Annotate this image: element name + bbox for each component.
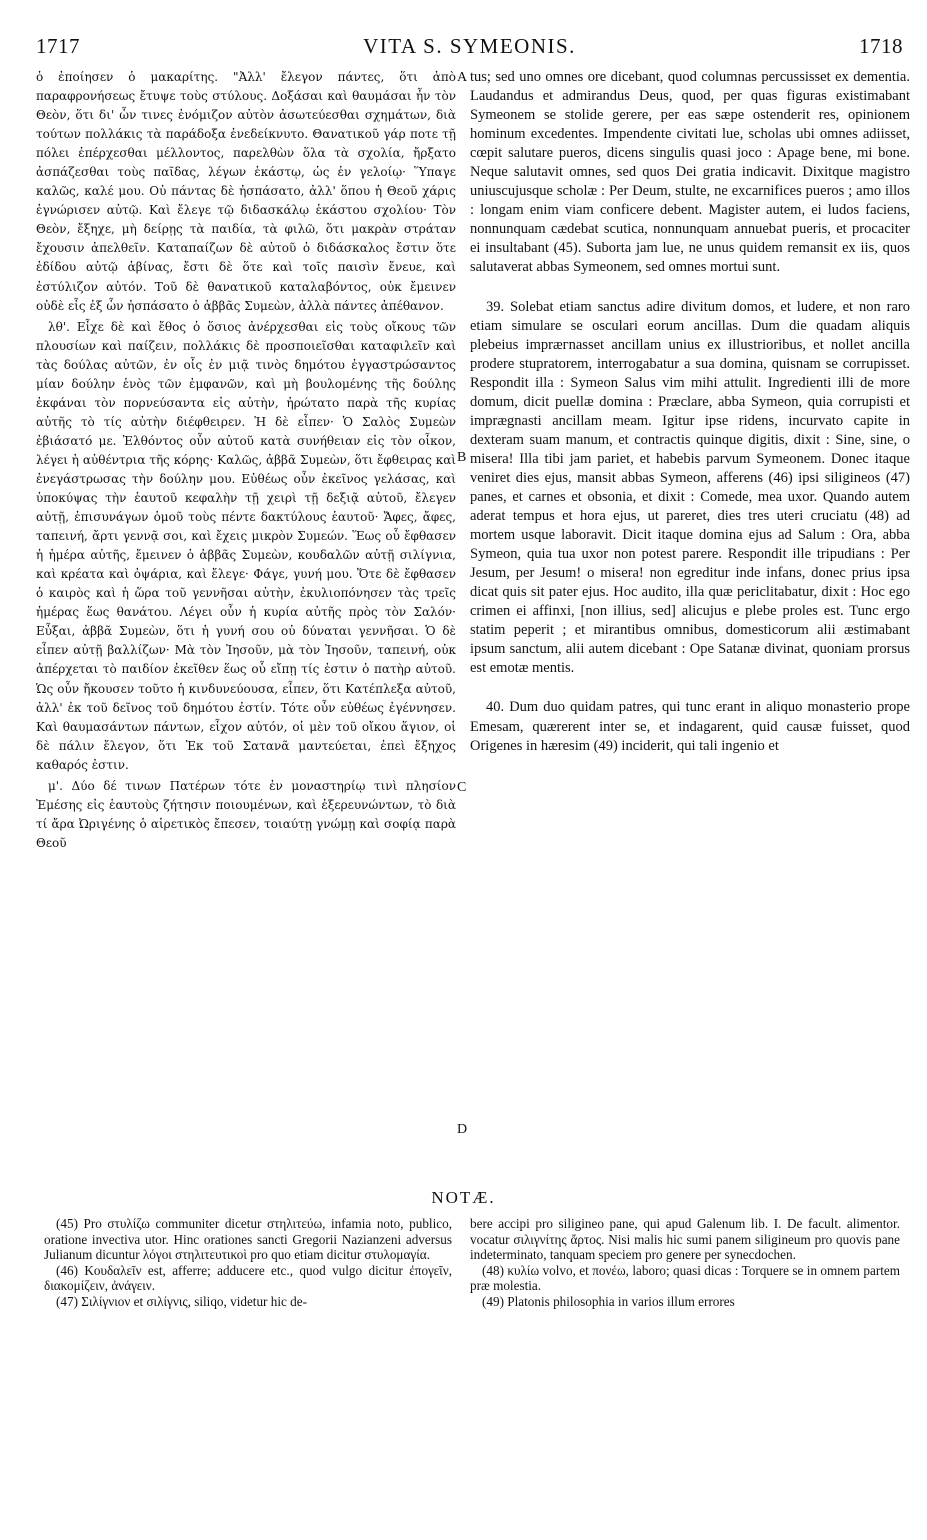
greek-column [36,68,456,853]
latin-column [470,68,910,756]
notes-heading: NOTÆ. [431,1188,496,1207]
notes-left-column [44,1216,452,1309]
right-column-number: 1718 [859,34,903,58]
note-47-continued: bere accipi pro siligineo pane, qui apud Galenum lib. I. De facult. alimentor. vocatur σιλιγνίτης ἄρτος. Nisi malis hic sumi panem siligineum pro quovis pane indeterminato, tanquam speciem pro genere per synecdochen. [470,1216,900,1262]
margin-letter-b: B [457,450,467,465]
latin-paragraph-40: 40. Dum duo quidam patres, qui tunc erant in aliquo monasterio prope Emesam, quærerent inter se, et indagarent, quid causæ fuisset, quod Origenes in hæresim (49) inciderit, qui tali ingenio et [470,699,910,754]
note-47: (47) Σιλίγνιον et σιλίγνις, siliqo, videtur hic de- [56,1293,307,1309]
latin-paragraph-1: tus; sed uno omnes ore dicebant, quod columnas percussisset ex dementia. Laudandus et admirandus Deus, quod, per quas figuras existimabant Symeonem se stolide gerere, per eas sæpe ostenderit res, opinionem hominum excedentes. Impendente civitati lue, scholas ubi omnes adiisset, cœpit salutare pueros, dicens singulis quasi joco : Apage bene, mi bone. Neque salutavit omnes, sed quos Dei gratia indicavit. Dixitque magistro uniuscujusque scholæ : Per Deum, stulte, ne excarnifices pueros ; amo illos : longam enim viam conficere debent. Magister autem, ei ludos faciens, nonnunquam cædebat scutica, nonnunquam annuebat pueris, et procaciter ei insultabant (45). Suborta jam lue, ne unus quidem remansit ex iis, quos salutaverat abbas Symeonem, sed omnes mortui sunt. [470,69,910,276]
greek-paragraph-40: μ'. Δύο δέ τινων Πατέρων τότε ἐν μοναστηρίῳ τινὶ πλησίον Ἐμέσης εἰς ἑαυτοὺς ζήτησιν ποιουμένων, καὶ ἐξερευνώντων, τὸ διὰ τί ἄρα Ὠριγένης ὁ αἱρετικὸς ἔπεσεν, τοιαύτῃ γνώμῃ καὶ σοφίᾳ παρὰ Θεοῦ [36,778,456,850]
left-column-number: 1717 [36,34,80,58]
notes-right-column [470,1216,900,1309]
running-header [36,34,903,64]
greek-paragraph-39: λθ'. Εἶχε δὲ καὶ ἔθος ὁ ὅσιος ἀνέρχεσθαι εἰς τοὺς οἴκους τῶν πλουσίων καὶ παίζειν, πολλάκις δὲ προσποιεῖσθαι καταφιλεῖν καὶ τὰς δούλας αὐτῶν, ἐν οἷς ἐν μιᾷ τινὸς δημότου ἐγγαστρώσαντος μίαν δούλην ἑνὸς τῶν ἐμφανῶν, καὶ μὴ βουλομένης τῆς δούλης ἐκφάναι τὸν πορνεύσαντα εἰς αὐτὴν, ἠρώτατο παρὰ τῆς κυρίας αὐτῆς τὸ τίς αὐτὴν διέφθειρεν. Ἡ δὲ εἶπεν· Ὁ Σαλὸς Συμεὼν ἐβιάσατό με. Ἐλθόντος οὖν αὐτοῦ κατὰ συνήθειαν εἰς τὸν οἶκον, λέγει ἡ αὐθέντρια τῆς κόρης· Καλῶς, ἀββᾶ Συμεὼν, ὅτι ἔφθειρας καὶ ἐνεγάστρωσας τὴν δούλην μου. Εὐθέως οὖν ἐκεῖνος γελάσας, καὶ ὑποκύψας τὴν ἑαυτοῦ κεφαλὴν τῇ χειρὶ τῇ δεξιᾷ αὐτοῦ, ἔλεγεν αὐτῇ, ἐπισυνάγων ὁμοῦ τοὺς πέντε δακτύλους ἑαυτοῦ· Ἄφες, ἄφες, ταπεινή, ἄρτι γεννᾷ σοι, καὶ ἔχεις μικρὸν Συμεών. Ἕως οὗ ἔφθασεν ἡ ἡμέρα αὐτῆς, ἔμεινεν ὁ ἀββᾶς Συμεὼν, κουδαλῶν αὐτῇ σιλίγνια, καὶ κρέατα καὶ ὀψάρια, καὶ ἔλεγε· Φάγε, γυνή μου. Ὅτε δὲ ἔφθασεν ὁ καιρὸς καὶ ἡ ὥρα τοῦ γεννῆσαι αὐτὴν, ἐκυλιοπόνησεν τὰς τρεῖς ἡμέρας ἕως θανάτου. Λέγει οὖν ἡ κυρία αὐτῆς πρὸς τὸν Σαλόν· Εὖξαι, ἀββᾶ Συμεὼν, ὅτι ἡ γυνή σου οὐ δύναται γεννῆσαι. Ὁ δὲ εἶπεν αὐτῇ βαλλίζων· Μὰ τὸν Ἰησοῦν, μὰ τὸν Ἰησοῦν, ταπεινή, οὐκ ἀπέρχεται τὸ παιδίον ἐκεῖθεν ἕως οὗ εἴπῃ τίς ἐστιν ὁ πατὴρ αὐτοῦ. Ὡς οὖν ἤκουσεν τοῦτο ἡ κινδυνεύουσα, εἶπεν, ὅτι Κατέπλεξα αὐτοῦ, ἀλλ' ἐκ τοῦ δεῖνος τοῦ δημότου ἐστίν. Τότε οὖν εὐθέως ἐγέννησεν. Καὶ θαυμασάντων πάντων, εἶχον αὐτόν, οἱ μὲν τοῦ οἴκου ἅγιον, οἱ δὲ πάλιν ἔλεγον, ὅτι Ἐκ τοῦ Σατανᾶ μαντεύεται, ἐπεὶ ἔξηχος καθαρός ἐστιν. [36,319,456,772]
note-45: (45) Pro στυλίζω communiter dicetur στηλιτεύω, infamia noto, publico, oratione invectiva utor. Hinc orationes sancti Gregorii Nazianzeni adversus Julianum dicuntur λόγοι στηλιτευτικοὶ pro quo etiam dicitur στυλομαγία. [44,1216,452,1262]
margin-letter-a: A [457,70,468,85]
margin-letter-d: D [457,1122,468,1137]
running-title: VITA S. SYMEONIS. [363,34,576,58]
note-48: (48) κυλίω volvo, et πονέω, laboro; quasi dicas : Torquere se in omnem partem præ molestia. [470,1262,900,1293]
note-49: (49) Platonis philosophia in varios illum errores [482,1293,735,1309]
latin-paragraph-39: 39. Solebat etiam sanctus adire divitum domos, et ludere, et non raro etiam simulare se osculari eorum ancillas. Dum die quadam aliquis plebeius impræгnasset ancillam unius ex illustrioribus, et nollet ancilla prodere stupratorem, interrogabatur a sua domina, quisnam se corrupisset. Respondit illa : Symeon Salus vim mihi attulit. Ingredienti illi de more domum, dicit puellæ domina : Præclare, abba Symeon, quia corrupisti et imprægnasti ancillam meam. Igitur ipse ridens, incurvato capite in dexteram suam manum, et contractis quinque digitis, dixit : Sine, sine, o misera! Illa tibi jam pariet, et habebis parvum Symeonem. Donec itaque veniret dies ejus, mansit abbas Symeon, afferens (46) ipsi siligineos (47) panes, et carnes et obsonia, et dixit : Comede, mea uxor. Quando autem aderat tempus et hora ejus, ut pareret, dies tres uteri cruciatu (48) ad mortem usque laboravit. Dicit itaque domina ejus ad Salum : Ora, abba Symeon, quia tua uxor non potest parere. Respondit ille tripudians : Per Jesum, per Jesum! o misera! non egreditur inde infans, donec prius ipsa dicat quis sit pater ejus. Hoc audito, illa quæ periclitabatur, dixit : Hoc ego crimen ei affinxi, [non illius, sed] alicujus e plebe proles est. Tunc ergo statim peperit ; et mirantibus omnibus, domesticorum alii æstimabant ipsum sanctum, alii autem dicebant : Ope Satanæ divinat, quoniam prorsus est emotæ mentis. [470,298,910,677]
greek-paragraph-1: ὁ ἐποίησεν ὁ μακαρίτης. "Ἀλλ' ἔλεγον πάντες, ὅτι ἀπὸ παραφρονήσεως ἔτυψε τοὺς στύλους. Δοξάσαι καὶ θαυμάσαι ἦν τὸν Θεὸν, ὅτι δι' ὧν τινες ἐνόμιζον αὐτὸν ἀσωτεύεσθαι σχημάτων, διὰ τούτων πολλάκις τὰ παράδοξα ἐνεδείκνυτο. Θανατικοῦ γάρ ποτε τῇ πόλει ἐπέρχεσθαι μέλλοντος, παρελθὼν ὅλα τὰ σχολία, ἤρξατο ἀσπάζεσθαι τοὺς παῖδας, λέγων ἑκάστῳ, ὡς ἐν γελοίῳ· Ὕπαγε καλῶς, καλέ μου. Οὐ πάντας δὲ ἠσπάσατο, ἀλλ' ὅπου ἡ Θεοῦ χάρις ἐγνώρισεν αὐτῷ. Καὶ ἔλεγε τῷ διδασκάλῳ ἑκάστου σχολίου· Τὸν Θεὸν, ἔξηχε, μὴ δείρῃς τὰ παιδία, τὰ φιλῶ, ὅτι μακρὰν στράταν ἔχουσιν ἀπελθεῖν. Καταπαίζων δὲ αὐτοῦ ὁ διδάσκαλος ἔστιν ὅτε ἐδίδου αὐτῷ ἀβίνας, ἔστι δὲ ὅτε καὶ τοῖς παισὶν ἔνευε, καὶ ἐστύλιζον αὐτόν. Τοῦ δὲ θανατικοῦ καταλαβόντος, οὐκ ἔμεινεν οὐδὲ εἷς ἐξ ὧν ἠσπάσατο ὁ ἀββᾶς Συμεὼν, ἀλλὰ πάντες ἀπέθανον. [36,70,456,313]
note-46: (46) Κουδαλεῖν est, afferre; adducere etc., quod vulgo dicitur ἐπογεῖν, διακομίζειν, ἀνάγειν. [44,1262,452,1293]
margin-letter-c: C [457,780,467,795]
